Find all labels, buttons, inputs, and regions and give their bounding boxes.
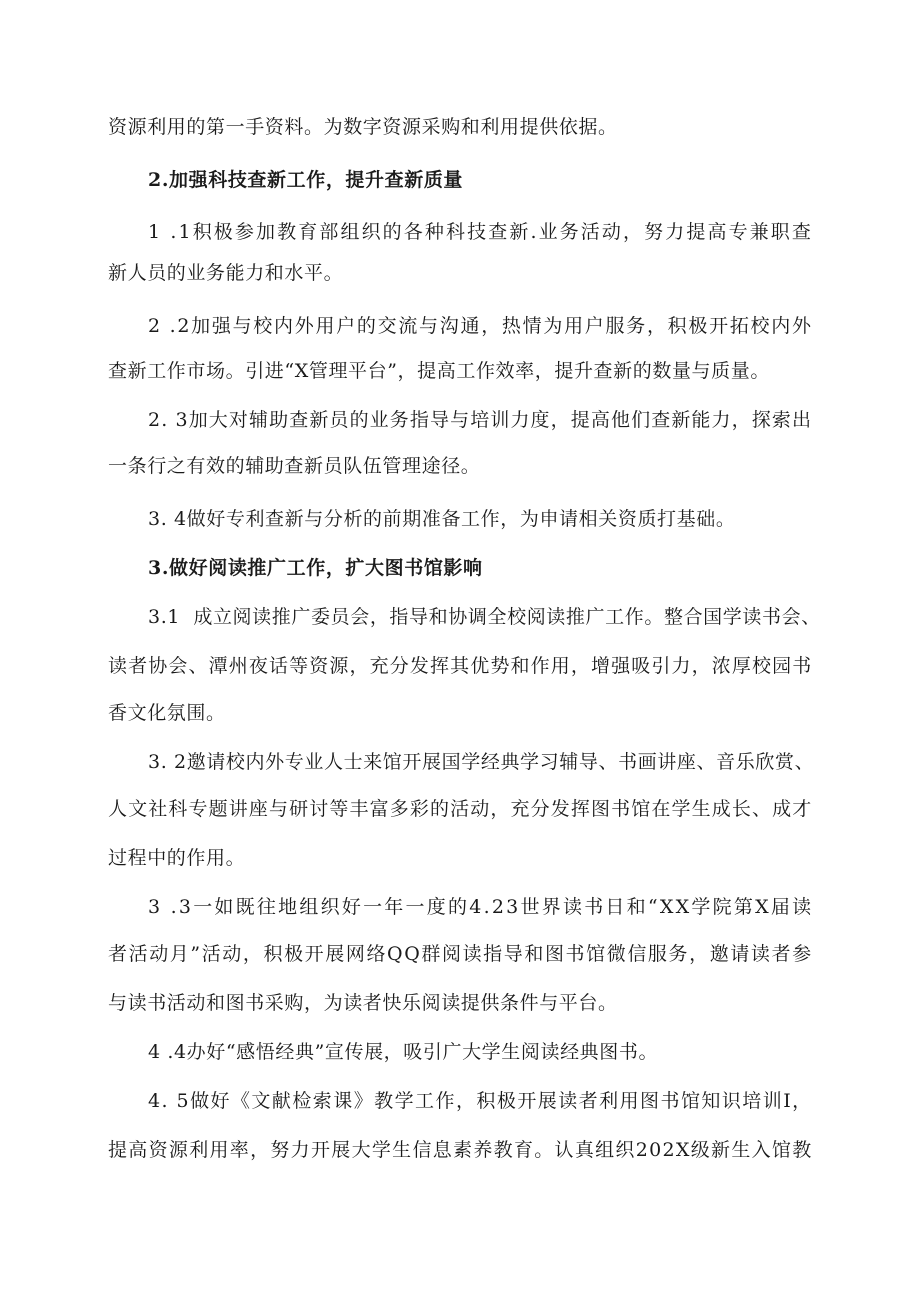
paragraph-line: 提 高 资 源 利 用 率 ， 努 力 开 展 大 学 生 信 息 素 养 教 育 。 认 真 组 织 2 0 2 X 级 新 生 入 馆 教 bbox=[108, 1139, 812, 1161]
paragraph-line: 4 .4办好“感悟经典”宣传展，吸引广大学生阅读经典图书。 bbox=[148, 1041, 659, 1063]
paragraph-line: 1 . 1 积 极 参 加 教 育 部 组 织 的 各 种 科 技 查 新 . 业 务 活 动 ， 努 力 提 高 专 兼 职 查 bbox=[148, 221, 812, 243]
paragraph-line: 3 . 2 邀 请 校 内 外 专 业 人 士 来 馆 开 展 国 学 经 典 学 习 辅 导 、 书 画 讲 座 、 音 乐 欣 赏 、 bbox=[148, 751, 815, 773]
paragraph-line: 读 者 协 会 、 潭 州 夜 话 等 资 源 ， 充 分 发 挥 其 优 势 和 作 用 ， 增 强 吸 引 力 ， 浓 厚 校 园 书 bbox=[108, 655, 812, 677]
paragraph-line: 人 文 社 科 专 题 讲 座 与 研 讨 等 丰 富 多 彩 的 活 动 ， 充 分 发 挥 图 书 馆 在 学 生 成 长 、 成 才 bbox=[108, 798, 812, 820]
paragraph-line: 3 . 3 一 如 既 往 地 组 织 好 一 年 一 度 的 4 . 2 3 世 界 读 书 日 和 “ X X 学 院 第 X 届 读 bbox=[148, 896, 812, 918]
paragraph-line: 2 . 2 加 强 与 校 内 外 用 户 的 交 流 与 沟 通 ， 热 情 为 用 户 服 务 ， 积 极 开 拓 校 内 外 bbox=[148, 315, 812, 337]
paragraph-line: 新人员的业务能力和水平。 bbox=[108, 262, 344, 284]
paragraph-line: 与读书活动和图书采购，为读者快乐阅读提供条件与平台。 bbox=[108, 992, 618, 1014]
paragraph-line: 过程中的作用。 bbox=[108, 847, 246, 869]
paragraph-line: 者 活 动 月 ” 活 动 ， 积 极 开 展 网 络 Q Q 群 阅 读 指 导 和 图 书 馆 微 信 服 务 ， 邀 请 读 者 参 bbox=[108, 943, 812, 965]
paragraph-line: 香文化氛围。 bbox=[108, 702, 226, 724]
section-heading: 3.做好阅读推广工作，扩大图书馆影响 bbox=[148, 557, 483, 579]
paragraph-line: 4 . 5 做 好 《 文 献 检 索 课 》 教 学 工 作 ， 积 极 开 展 读 者 利 用 图 书 馆 知 识 培 训 I ， bbox=[148, 1090, 812, 1112]
paragraph-line: 3 . 1 成 立 阅 读 推 广 委 员 会 ， 指 导 和 协 调 全 校 阅 读 推 广 工 作 。 整 合 国 学 读 书 会 、 bbox=[148, 606, 821, 628]
section-heading: 2.加强科技查新工作，提升查新质量 bbox=[148, 169, 464, 191]
paragraph-line: 2 . 3 加 大 对 辅 助 查 新 员 的 业 务 指 导 与 培 训 力 度 ， 提 高 他 们 查 新 能 力 ， 探 索 出 bbox=[148, 409, 812, 431]
paragraph-line: 资源利用的第一手资料。为数字资源采购和利用提供依据。 bbox=[108, 116, 618, 138]
paragraph-line: 一条行之有效的辅助查新员队伍管理途径。 bbox=[108, 455, 481, 477]
paragraph-line: 查新工作市场。引进“X管理平台”，提高工作效率，提升查新的数量与质量。 bbox=[108, 360, 770, 382]
paragraph-line: 3. 4做好专利查新与分析的前期准备工作，为申请相关资质打基础。 bbox=[148, 508, 736, 530]
